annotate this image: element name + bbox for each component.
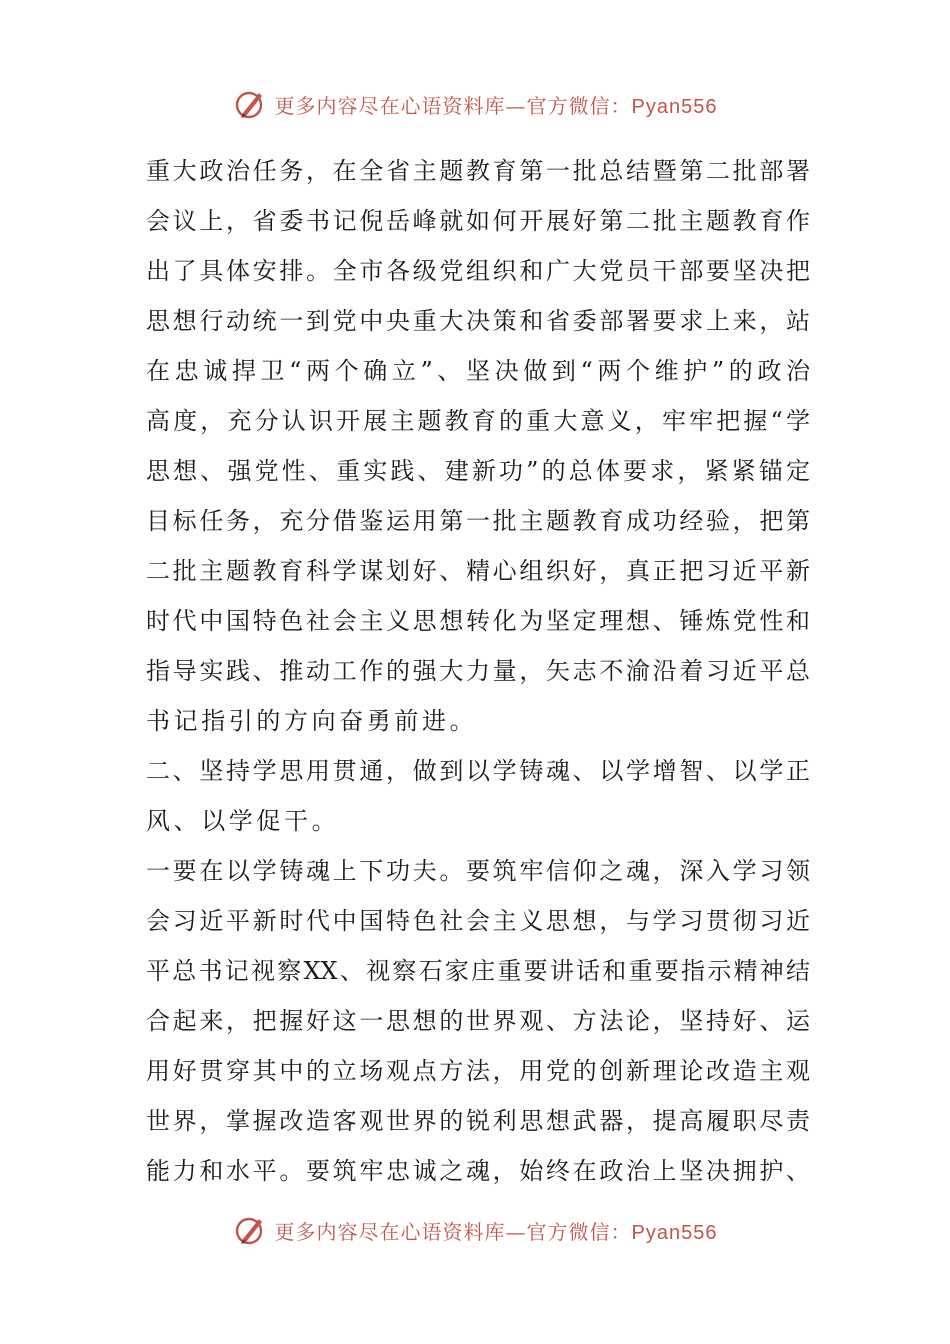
text-line: 二、坚持学思用贯通，做到以学铸魂、以学增智、以学正: [146, 757, 810, 785]
text-line: 指导实践、推动工作的强大力量，矢志不渝沿着习近平总: [146, 657, 810, 685]
text-line: 思想行动统一到党中央重大决策和省委部署要求上来，站: [146, 307, 810, 335]
text-line: 书记指引的方向奋勇前进。: [146, 707, 478, 735]
text-line: 风、以学促干。: [146, 807, 340, 835]
text-line: 高度，充分认识开展主题教育的重大意义，牢牢把握“学: [146, 407, 810, 435]
text-line: 会习近平新时代中国特色社会主义思想，与学习贯彻习近: [146, 907, 810, 935]
text-line: 时代中国特色社会主义思想转化为坚定理想、锤炼党性和: [146, 607, 810, 635]
text-line: 会议上，省委书记倪岳峰就如何开展好第二批主题教育作: [146, 207, 810, 235]
document-body: [146, 146, 810, 1196]
text-line: 能力和水平。要筑牢忠诚之魂，始终在政治上坚决拥护、: [146, 1157, 810, 1185]
header-banner-text: 更多内容尽在心语资料库—官方微信：Pyan556: [274, 93, 718, 118]
footer-banner-id: Pyan556: [631, 1221, 718, 1244]
text-line: 思想、强党性、重实践、建新功”的总体要求，紧紧锚定: [146, 457, 810, 485]
header-banner-id: Pyan556: [631, 95, 718, 118]
footer-banner: [0, 1210, 950, 1250]
text-line: 目标任务，充分借鉴运用第一批主题教育成功经验，把第: [146, 507, 810, 535]
text-line: 在忠诚捍卫“两个确立”、坚决做到“两个维护”的政治: [146, 357, 810, 385]
pen-logo-icon: [233, 1213, 267, 1247]
text-line: 合起来，把握好这一思想的世界观、方法论，坚持好、运: [146, 1007, 810, 1035]
text-line: 一要在以学铸魂上下功夫。要筑牢信仰之魂，深入学习领: [146, 857, 810, 885]
text-line: 出了具体安排。全市各级党组织和广大党员干部要坚决把: [146, 257, 810, 285]
text-line: 世界，掌握改造客观世界的锐利思想武器，提高履职尽责: [146, 1107, 810, 1135]
header-banner: [0, 84, 950, 124]
text-line: 用好贯穿其中的立场观点方法，用党的创新理论改造主观: [146, 1057, 810, 1085]
text-line: 平总书记视察XX、视察石家庄重要讲话和重要指示精神结: [146, 957, 810, 985]
pen-logo-icon: [233, 87, 267, 121]
footer-banner-text: 更多内容尽在心语资料库—官方微信：Pyan556: [274, 1219, 718, 1244]
text-line: 二批主题教育科学谋划好、精心组织好，真正把习近平新: [146, 557, 810, 585]
text-line: 重大政治任务，在全省主题教育第一批总结暨第二批部署: [146, 157, 810, 185]
